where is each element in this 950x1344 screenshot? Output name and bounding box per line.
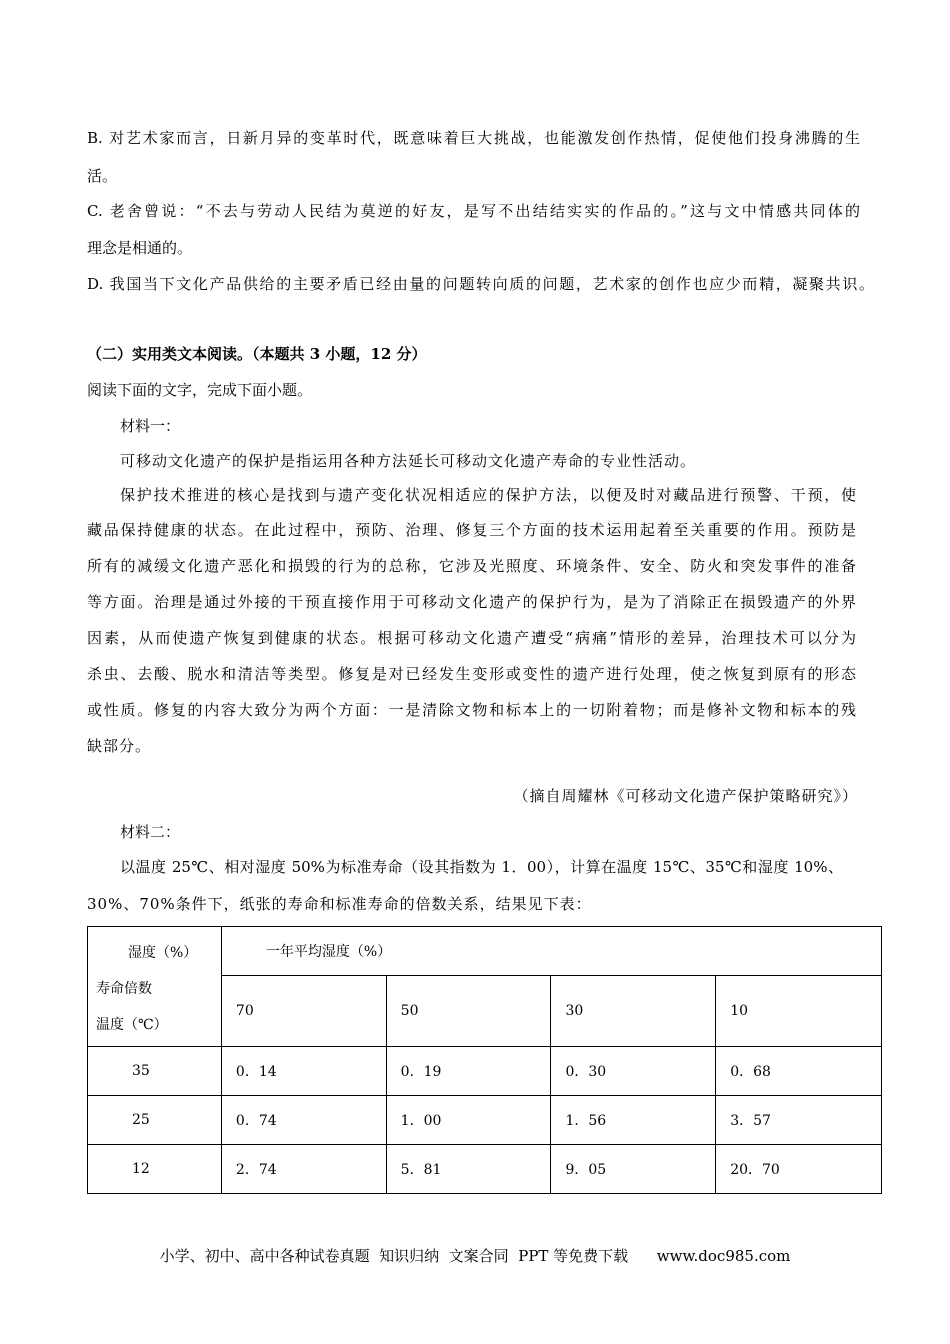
column-header: 70 [221,976,386,1047]
material2-p1-line-1: 以温度 25℃、相对湿度 50%为标准寿命（设其指数为 1．00），计算在温度 15℃、35℃和湿度 10%、 [120,858,843,876]
material1-p2-line: 杀虫、去酸、脱水和清洁等类型。修复是对已经发生变形或变性的遗产进行处理，使之恢复到原有的形态 [87,665,856,683]
table-cell: 0．19 [386,1047,551,1096]
material1-p2-line: 缺部分。 [87,737,152,755]
option-c-line-2: 理念是相通的。 [87,239,193,257]
row-temp: 35 [88,1047,222,1096]
material1-p2-line: 等方面。治理是通过外接的干预直接作用于可移动文化遗产的保护行为，是为了消除正在损毁遗产的外界 [87,593,856,611]
option-b-line-2: 活。 [87,167,118,185]
column-header: 50 [386,976,551,1047]
table-cell: 0．14 [221,1047,386,1096]
table-cell: 3．57 [716,1096,882,1145]
corner-multiplier-label: 寿命倍数 [96,981,152,997]
material1-p2-line: 所有的减缓文化遗产恶化和损毁的行为的总称，它涉及光照度、环境条件、安全、防火和突发事件的准备 [87,557,856,575]
table-cell: 1．56 [551,1096,716,1145]
option-d-line-1: D. 我国当下文化产品供给的主要矛盾已经由量的问题转向质的问题，艺术家的创作也应少而精，凝聚共识。 [87,275,874,293]
material1-p2-line: 保护技术推进的核心是找到与遗产变化状况相适应的保护方法，以便及时对藏品进行预警、干预，使 [120,486,856,504]
row-temp: 25 [88,1096,222,1145]
table-cell: 1．00 [386,1096,551,1145]
section-title: （二）实用类文本阅读。（本题共 3 小题，12 分） [87,345,427,363]
material1-source: （摘自周耀林《可移动文化遗产保护策略研究》） [513,787,858,805]
table-cell: 0．30 [551,1047,716,1096]
material1-p2-line: 因素，从而使遗产恢复到健康的状态。根据可移动文化遗产遭受“病痛”情形的差异，治理技术可以分为 [87,629,856,647]
material2-p1-line-2: 30%、70%条件下，纸张的寿命和标准寿命的倍数关系，结果见下表： [87,895,592,913]
table-row [88,1047,882,1096]
table-cell: 20．70 [716,1145,882,1194]
corner-humidity-label: 湿度（%） [128,945,198,961]
table-cell: 0．68 [716,1047,882,1096]
material1-label: 材料一： [120,417,181,435]
column-header: 30 [551,976,716,1047]
material1-p1: 可移动文化遗产的保护是指运用各种方法延长可移动文化遗产寿命的专业性活动。 [120,452,697,470]
column-header: 10 [716,976,882,1047]
table-cell: 9．05 [551,1145,716,1194]
material2-label: 材料二： [120,823,181,841]
material1-p2-line: 或性质。修复的内容大致分为两个方面：一是清除文物和标本上的一切附着物；而是修补文物和标本的残 [87,701,856,719]
table-cell: 5．81 [386,1145,551,1194]
table-row [88,1096,882,1145]
table-group-header: 一年平均湿度（%） [221,927,881,976]
instruction: 阅读下面的文字，完成下面小题。 [87,381,313,399]
row-temp: 12 [88,1145,222,1194]
option-c-line-1: C. 老舍曾说：“不去与劳动人民结为莫逆的好友，是写不出结结实实的作品的。”这与文中情感共同体的 [87,202,860,220]
table-cell: 0．74 [221,1096,386,1145]
paper-lifespan-table [87,926,882,1194]
material1-p2-line: 藏品保持健康的状态。在此过程中，预防、治理、修复三个方面的技术运用起着至关重要的作用。预防是 [87,521,856,539]
corner-temperature-label: 温度（℃） [96,1017,168,1033]
table-cell: 2．74 [221,1145,386,1194]
table-row [88,1145,882,1194]
page-footer: 小学、初中、高中各种试卷真题 知识归纳 文案合同 PPT 等免费下载 www.doc985.com [159,1247,791,1265]
table-corner-cell [88,927,222,1047]
option-b-line-1: B. 对艺术家而言，日新月异的变革时代，既意味着巨大挑战，也能激发创作热情，促使他们投身沸腾的生 [87,129,860,147]
